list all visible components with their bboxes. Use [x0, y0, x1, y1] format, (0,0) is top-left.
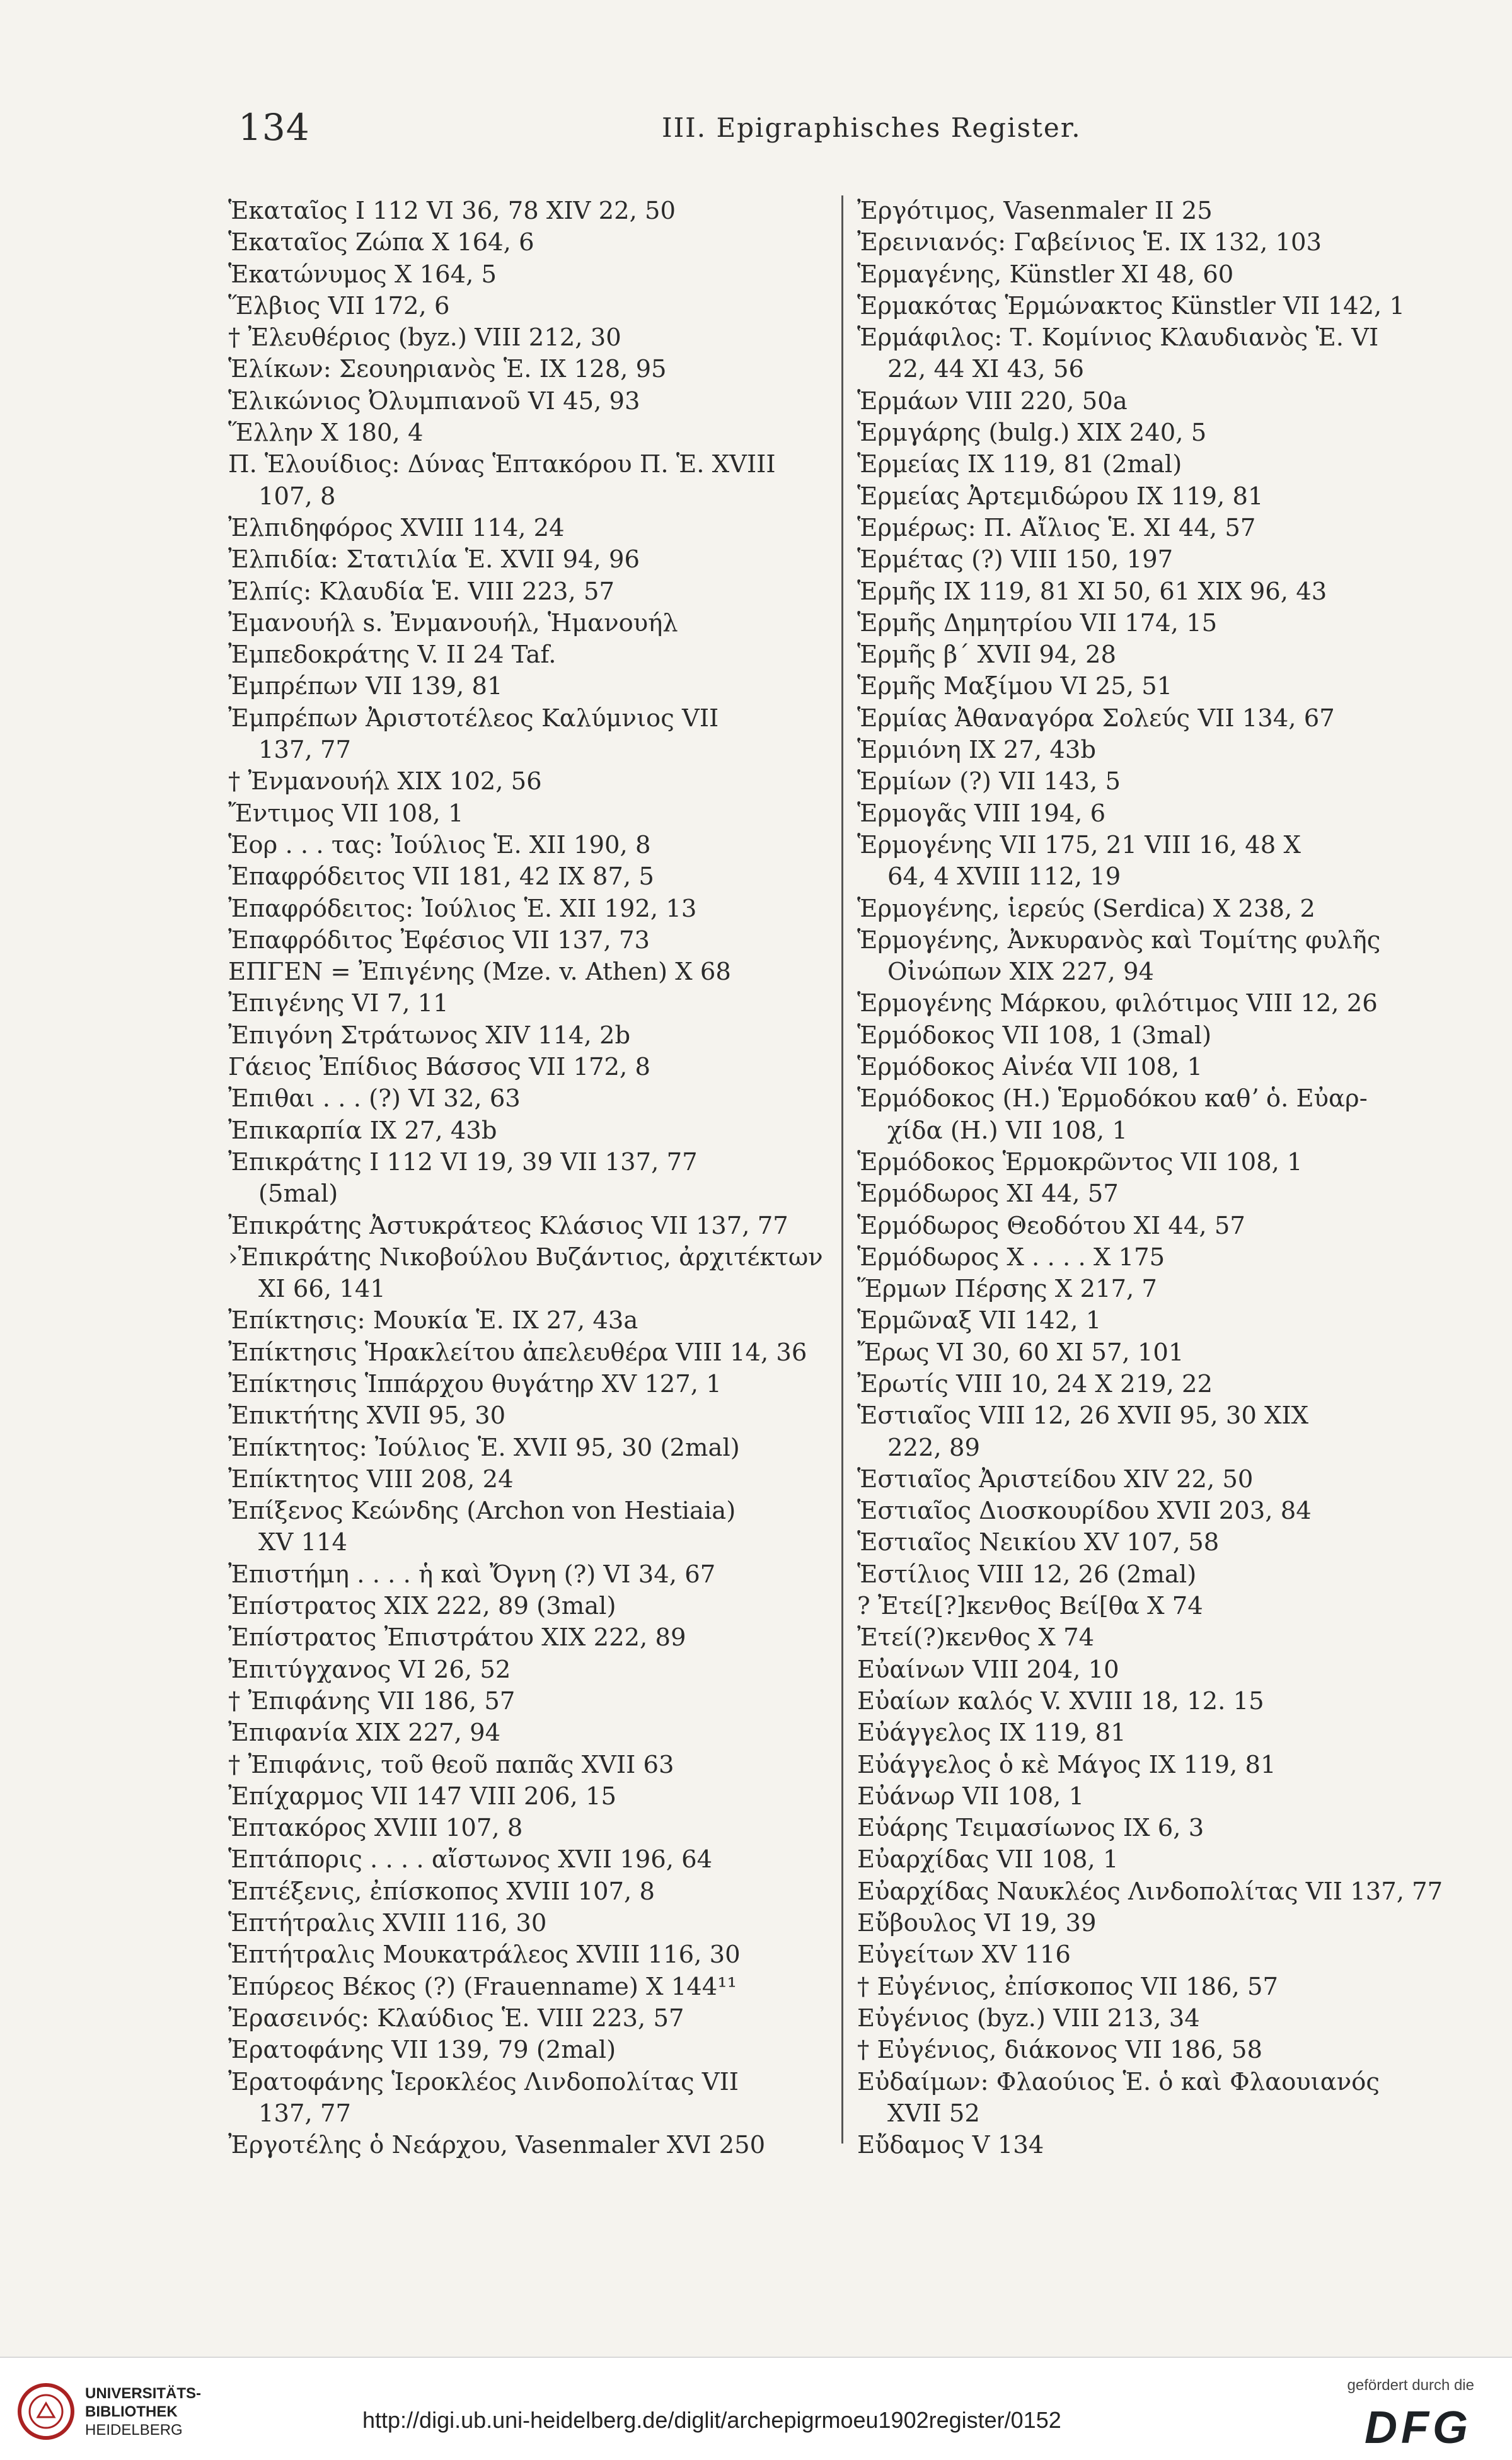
left-index-entry: Ἐρατοφάνης Ἱεροκλέος Λινδοπολίτας VII: [228, 2067, 739, 2096]
right-index-entry: Ἑστίλιος VIII 12, 26 (2mal): [857, 1560, 1197, 1589]
right-index-entry: Ἑρμῆς β´ XVII 94, 28: [857, 641, 1116, 670]
right-index-entry: Εὐαρχίδας Ναυκλέος Λινδοπολίτας VII 137, 77: [857, 1877, 1443, 1906]
right-index-entry: Ἑρμογᾶς VIII 194, 6: [857, 799, 1106, 828]
left-index-entry: Ἐπιφανία XIX 227, 94: [228, 1719, 501, 1748]
left-index-continuation: 137, 77: [258, 2099, 351, 2128]
right-index-entry: Ἑρμόδοκος Αἰνέα VII 108, 1: [857, 1053, 1203, 1082]
right-index-continuation: χίδα (H.) VII 108, 1: [887, 1116, 1128, 1145]
right-index-entry: Ἑρμαγένης, Künstler XI 48, 60: [857, 260, 1234, 289]
left-index-entry: Ἐρατοφάνης VII 139, 79 (2mal): [228, 2036, 616, 2065]
right-index-entry: Ἑρμίων (?) VII 143, 5: [857, 767, 1121, 796]
left-index-entry: ›Ἐπικράτης Νικοβούλου Βυζάντιος, ἀρχιτέκτων: [228, 1243, 823, 1272]
institution-line-1: UNIVERSITÄTS-: [85, 2385, 202, 2402]
left-index-entry: Ἑκατώνυμος X 164, 5: [228, 260, 497, 289]
left-index-entry: Γάειος Ἐπίδιος Βάσσος VII 172, 8: [228, 1053, 650, 1082]
right-index-entry: Ἑρμόδοκος Ἑρμοκρῶντος VII 108, 1: [857, 1147, 1303, 1176]
left-index-entry: Ἐπίξενος Κεώνδης (Archon von Hestiaia): [228, 1497, 736, 1526]
left-index-entry: † Ἐνμανουήλ XIX 102, 56: [228, 767, 542, 796]
right-index-continuation: XVII 52: [887, 2099, 980, 2128]
dfg-logo: DFG: [1365, 2403, 1472, 2453]
left-index-continuation: 107, 8: [258, 482, 336, 511]
right-index-entry: Εὐαίνων VIII 204, 10: [857, 1655, 1119, 1684]
left-index-entry: Ἐπίστρατος Ἐπιστράτου XIX 222, 89: [228, 1623, 686, 1652]
right-index-entry: Ἑρμάφιλος: Τ. Κομίνιος Κλαυδιανὸς Ἑ. VI: [857, 323, 1379, 352]
page-number: 134: [238, 106, 310, 149]
left-index-entry: Ἑλίκων: Σεουηριανὸς Ἑ. IX 128, 95: [228, 355, 667, 384]
right-index-entry: Ἑστιαῖος Διοσκουρίδου XVII 203, 84: [857, 1497, 1312, 1526]
left-index-entry: Ἐπίστρατος XIX 222, 89 (3mal): [228, 1592, 616, 1621]
left-index-entry: Ἐργοτέλης ὁ Νεάρχου, Vasenmaler XVI 250: [228, 2131, 766, 2160]
right-index-entry: Εὐγένιος (byz.) VIII 213, 34: [857, 2004, 1200, 2033]
index-column-right: [857, 195, 1475, 2161]
left-index-entry: Ἐπικράτης Ἀστυκράτεος Κλάσιος VII 137, 77: [228, 1211, 788, 1240]
right-index-entry: Ἐρεινιανός: Γαβείνιος Ἑ. IX 132, 103: [857, 228, 1322, 257]
left-index-entry: Ἐμπρέπων Ἀριστοτέλεος Καλύμνιος VII: [228, 704, 719, 733]
left-index-continuation: XI 66, 141: [258, 1275, 386, 1304]
right-index-entry: ? Ἐτεί[?]κενθος Βεί[θα X 74: [857, 1592, 1203, 1621]
right-index-continuation: 22, 44 XI 43, 56: [887, 355, 1085, 384]
right-index-entry: Ἑρμῶναξ VII 142, 1: [857, 1306, 1102, 1335]
left-index-entry: Ἐπιστήμη . . . . ἡ καὶ Ὄγνη (?) VI 34, 67: [228, 1560, 716, 1589]
institution-name: [85, 2384, 201, 2439]
right-index-entry: Ἑστιαῖος Νεικίου XV 107, 58: [857, 1528, 1220, 1557]
left-index-entry: Ἔντιμος VII 108, 1: [228, 799, 464, 828]
right-index-entry: † Εὐγένιος, ἐπίσκοπος VII 186, 57: [857, 1972, 1278, 2001]
left-index-entry: Ἐμανουήλ s. Ἐνμανουήλ, Ἡμανουήλ: [228, 608, 678, 637]
funded-by-label: gefördert durch die: [1347, 2377, 1474, 2394]
right-index-entry: Ἑρμείας IX 119, 81 (2mal): [857, 450, 1182, 479]
right-index-entry: Ἑρμῆς Δημητρίου VII 174, 15: [857, 608, 1218, 637]
left-index-entry: Ἐπικαρπία IX 27, 43b: [228, 1116, 497, 1145]
right-index-entry: Ἑρμγάρης (bulg.) XIX 240, 5: [857, 419, 1207, 448]
left-index-entry: Ἑπτήτραλις XVIII 116, 30: [228, 1909, 547, 1938]
right-index-entry: Εὐάγγελος IX 119, 81: [857, 1719, 1126, 1748]
right-index-entry: Ἑρμόδωρος Θεοδότου XI 44, 57: [857, 1211, 1245, 1240]
left-index-entry: Ἐπίκτητος VIII 208, 24: [228, 1465, 514, 1494]
right-index-entry: Εὔδαμος V 134: [857, 2131, 1044, 2160]
left-index-entry: Ἑκαταῖος Ζώπα X 164, 6: [228, 228, 534, 257]
column-divider: [841, 195, 843, 2144]
right-index-entry: Ἐργότιμος, Vasenmaler II 25: [857, 197, 1213, 225]
right-index-entry: Ἑρμόδωρος X . . . . X 175: [857, 1243, 1165, 1272]
left-index-entry: Ἐπαφρόδειτος VII 181, 42 IX 87, 5: [228, 862, 654, 891]
right-index-continuation: 222, 89: [887, 1433, 980, 1462]
right-index-continuation: Οἰνώπων XIX 227, 94: [887, 958, 1155, 987]
left-index-entry: Ἐμπρέπων VII 139, 81: [228, 672, 503, 701]
left-index-entry: Ἐπιγένης VI 7, 11: [228, 989, 449, 1018]
right-index-entry: Ἑστιαῖος VIII 12, 26 XVII 95, 30 XIX: [857, 1401, 1309, 1430]
left-index-entry: Ἐπίκτητος: Ἰούλιος Ἑ. XVII 95, 30 (2mal): [228, 1433, 740, 1462]
right-index-entry: Εὐάγγελος ὁ κὲ Μάγος IX 119, 81: [857, 1750, 1276, 1779]
left-index-entry: Ἐλπίς: Κλαυδία Ἑ. VIII 223, 57: [228, 577, 615, 606]
left-index-entry: Ἐπικράτης I 112 VI 19, 39 VII 137, 77: [228, 1147, 698, 1176]
right-index-entry: Ἑρμῆς Μαξίμου VI 25, 51: [857, 672, 1173, 701]
left-index-entry: † Ἐπιφάνις, τοῦ θεοῦ παπᾶς XVII 63: [228, 1750, 674, 1779]
left-index-entry: Ἑπτάπορις . . . . αἴστωνος XVII 196, 64: [228, 1845, 713, 1874]
left-index-entry: Ἑπτακόρος XVIII 107, 8: [228, 1814, 523, 1843]
page-header: [0, 101, 1512, 158]
right-index-entry: Ἑρμόδοκος (H.) Ἑρμοδόκου καθʼ ὁ. Εὐαρ-: [857, 1084, 1368, 1113]
left-index-entry: Ἐπίχαρμος VII 147 VIII 206, 15: [228, 1782, 616, 1811]
right-index-entry: Ἑρμογένης VII 175, 21 VIII 16, 48 X: [857, 830, 1301, 859]
right-index-entry: Ἑρμέτας (?) VIII 150, 197: [857, 545, 1174, 574]
right-index-entry: Εὐγείτων XV 116: [857, 1941, 1071, 1970]
right-index-entry: Ἑρμίας Ἀθαναγόρα Σολεύς VII 134, 67: [857, 704, 1335, 733]
left-index-entry: Ἐλπιδηφόρος XVIII 114, 24: [228, 513, 565, 542]
left-index-entry: Ἑλικώνιος Ὀλυμπιανοῦ VI 45, 93: [228, 386, 640, 415]
left-index-entry: Ἑορ . . . τας: Ἰούλιος Ἑ. XII 190, 8: [228, 830, 651, 859]
left-index-entry: † Ἐπιφάνης VII 186, 57: [228, 1686, 516, 1715]
left-index-entry: Ἐπικτήτης XVII 95, 30: [228, 1401, 506, 1430]
right-index-entry: Εὐάνωρ VII 108, 1: [857, 1782, 1085, 1811]
right-index-entry: Ἔρως VI 30, 60 XI 57, 101: [857, 1338, 1184, 1367]
index-column-left: [228, 195, 827, 2161]
right-index-entry: Ἑρμιόνη IX 27, 43b: [857, 736, 1096, 765]
left-index-entry: Ἐλπιδία: Στατιλία Ἑ. XVII 94, 96: [228, 545, 640, 574]
left-index-entry: Π. Ἑλουίδιος: Δύνας Ἑπτακόρου Π. Ἑ. XVIII: [228, 450, 776, 479]
institution-line-3: HEIDELBERG: [85, 2422, 183, 2439]
left-index-entry: † Ἐλευθέριος (byz.) VIII 212, 30: [228, 323, 621, 352]
right-index-entry: Εὐδαίμων: Φλαούιος Ἑ. ὁ καὶ Φλαουιανός: [857, 2067, 1380, 2096]
right-index-entry: Εὐάρης Τειμασίωνος IX 6, 3: [857, 1814, 1204, 1843]
right-index-entry: Ἑρμογένης Μάρκου, φιλότιμος VIII 12, 26: [857, 989, 1378, 1018]
left-index-entry: Ἐπιθαι . . . (?) VI 32, 63: [228, 1084, 521, 1113]
left-index-entry: Ἐπύρεος Βέκος (?) (Frauenname) X 144¹¹: [228, 1972, 737, 2001]
university-seal-icon: [18, 2383, 74, 2440]
right-index-entry: Ἑρμόδοκος VII 108, 1 (3mal): [857, 1021, 1212, 1050]
left-index-entry: Ἐπίκτησις Ἱππάρχου θυγάτηρ XV 127, 1: [228, 1369, 722, 1398]
right-index-entry: Ἑρμείας Ἀρτεμιδώρου IX 119, 81: [857, 482, 1264, 511]
right-index-entry: Ἑρμάων VIII 220, 50a: [857, 386, 1128, 415]
left-index-entry: Ἐπαφρόδιτος Ἐφέσιος VII 137, 73: [228, 925, 650, 954]
right-index-entry: Εὔβουλος VI 19, 39: [857, 1909, 1097, 1938]
right-index-continuation: 64, 4 XVIII 112, 19: [887, 862, 1121, 891]
right-index-entry: Εὐαρχίδας VII 108, 1: [857, 1845, 1119, 1874]
left-index-entry: Ἐπίκτησις Ἡρακλείτου ἀπελευθέρα VIII 14, 36: [228, 1338, 807, 1367]
right-index-entry: Ἐρωτίς VIII 10, 24 X 219, 22: [857, 1369, 1213, 1398]
right-index-entry: Ἑρμόδωρος XI 44, 57: [857, 1180, 1119, 1209]
left-index-entry: ΕΠΓΕΝ = Ἐπιγένης (Mze. v. Athen) X 68: [228, 958, 731, 987]
left-index-entry: Ἕλλην X 180, 4: [228, 419, 424, 448]
left-index-continuation: 137, 77: [258, 736, 351, 765]
digitization-footer: [0, 2357, 1512, 2460]
right-index-entry: Ἑστιαῖος Ἀριστείδου XIV 22, 50: [857, 1465, 1254, 1494]
left-index-entry: Ἐμπεδοκράτης V. II 24 Taf.: [228, 641, 557, 670]
left-index-continuation: XV 114: [258, 1528, 347, 1557]
institution-line-2: BIBLIOTHEK: [85, 2403, 178, 2420]
left-index-entry: Ἕλβιος VII 172, 6: [228, 291, 450, 320]
right-index-entry: Ἑρμογένης, ἱερεύς (Serdica) X 238, 2: [857, 894, 1315, 923]
left-index-entry: Ἐπιγόνη Στράτωνος XIV 114, 2b: [228, 1021, 631, 1050]
right-index-entry: † Εὐγένιος, διάκονος VII 186, 58: [857, 2036, 1262, 2065]
right-index-entry: Ἕρμων Πέρσης X 217, 7: [857, 1275, 1157, 1304]
left-index-entry: Ἐρασεινός: Κλαύδιος Ἑ. VIII 223, 57: [228, 2004, 684, 2033]
left-index-entry: Ἑπτήτραλις Μουκατράλεος XVIII 116, 30: [228, 1941, 741, 1970]
source-url-link[interactable]: http://digi.ub.uni-heidelberg.de/diglit/archepigrmoeu1902register/0152: [362, 2407, 1061, 2433]
right-index-entry: Ἑρμέρως: Π. Αἴλιος Ἑ. XI 44, 57: [857, 513, 1256, 542]
running-title: III. Epigraphisches Register.: [662, 112, 1082, 143]
left-index-entry: Ἑπτέξενις, ἐπίσκοπος XVIII 107, 8: [228, 1877, 655, 1906]
left-index-entry: Ἐπίκτησις: Μουκία Ἑ. IX 27, 43a: [228, 1306, 638, 1335]
right-index-entry: Ἑρμακότας Ἑρμώνακτος Künstler VII 142, 1: [857, 291, 1405, 320]
right-index-entry: Ἑρμογένης, Ἀνκυρανὸς καὶ Τομίτης φυλῆς: [857, 925, 1381, 954]
left-index-entry: Ἐπαφρόδειτος: Ἰούλιος Ἑ. XII 192, 13: [228, 894, 697, 923]
right-index-entry: Ἑρμῆς IX 119, 81 XI 50, 61 XIX 96, 43: [857, 577, 1327, 606]
right-index-entry: Εὐαίων καλός V. XVIII 18, 12. 15: [857, 1686, 1264, 1715]
right-index-entry: Ἐτεί(?)κενθος X 74: [857, 1623, 1095, 1652]
left-index-entry: Ἑκαταῖος I 112 VI 36, 78 XIV 22, 50: [228, 197, 676, 225]
left-index-entry: Ἐπιτύγχανος VI 26, 52: [228, 1655, 511, 1684]
left-index-continuation: (5mal): [258, 1180, 338, 1209]
